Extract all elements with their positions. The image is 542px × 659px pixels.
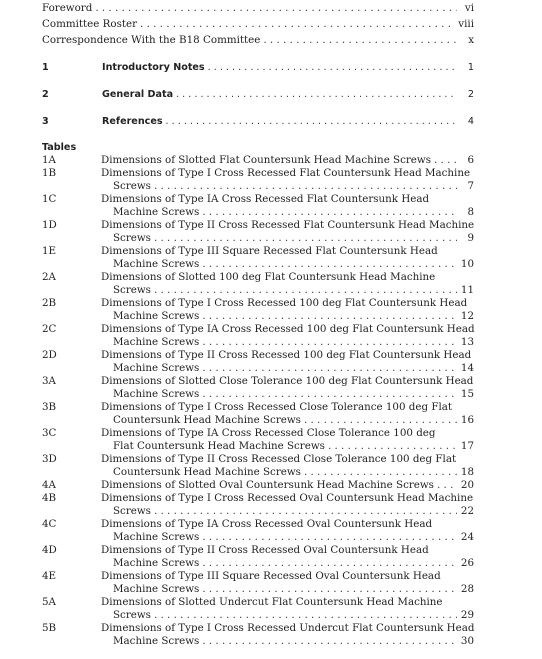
dot-leader [166, 115, 457, 128]
table-number: 1E [42, 245, 57, 257]
dot-leader [202, 583, 457, 596]
toc-page-number: vi [464, 2, 474, 14]
dot-leader [437, 479, 457, 492]
table-title-line2: Machine Screws [113, 583, 200, 595]
table-number: 1D [42, 219, 57, 231]
dot-leader [202, 336, 457, 349]
toc-page-number: 29 [460, 609, 474, 621]
dot-leader [208, 61, 457, 74]
toc-table-entry[interactable] [42, 167, 474, 193]
table-title-line1: Dimensions of Slotted Close Tolerance 100 deg Flat Countersunk Head [101, 375, 474, 387]
table-title-line1: Dimensions of Slotted 100 deg Flat Countersunk Head Machine [101, 271, 436, 283]
toc-entry-label: Correspondence With the B18 Committee [42, 34, 261, 46]
toc-table-entry[interactable] [42, 193, 474, 219]
dot-leader [328, 440, 457, 453]
dot-leader [202, 557, 457, 570]
chapter-number: 2 [42, 89, 49, 100]
toc-page-number: 7 [467, 180, 474, 192]
table-title-line1: Dimensions of Type III Square Recessed Flat Countersunk Head [101, 245, 438, 257]
toc-page-number: viii [458, 18, 474, 30]
toc-table-entry[interactable] [42, 492, 474, 518]
dot-leader [202, 310, 457, 323]
chapter-title: General Data [102, 89, 174, 100]
table-title-line1: Dimensions of Type I Cross Recessed Flat Countersunk Head Machine [101, 167, 471, 179]
table-number: 4C [42, 518, 57, 530]
table-title-line1: Dimensions of Type IA Cross Recessed 100 deg Flat Countersunk Head [101, 323, 475, 335]
toc-table-entry[interactable] [42, 219, 474, 245]
toc-table-entry[interactable] [42, 375, 474, 401]
table-number: 4B [42, 492, 57, 504]
table-title-line1: Dimensions of Type IA Cross Recessed Close Tolerance 100 deg [101, 427, 436, 439]
dot-leader [434, 154, 457, 167]
dot-leader [140, 18, 455, 31]
toc-entry-label: Committee Roster [42, 18, 138, 30]
table-number: 3C [42, 427, 57, 439]
toc-entry-committee-roster[interactable] [42, 18, 474, 31]
toc-table-entry[interactable] [42, 271, 474, 297]
toc-page-number: 12 [460, 310, 474, 322]
table-number: 3A [42, 375, 56, 387]
table-title-line1: Dimensions of Type II Cross Recessed Oval Countersunk Head [101, 544, 429, 556]
table-title-line1: Dimensions of Type III Square Recessed Oval Countersunk Head [101, 570, 441, 582]
table-title-line1: Dimensions of Type II Cross Recessed Close Tolerance 100 deg Flat [101, 453, 457, 465]
toc-page-number: 14 [460, 362, 474, 374]
toc-table-entry[interactable] [42, 570, 474, 596]
toc-table-entry[interactable] [42, 622, 474, 648]
table-number: 1A [42, 154, 56, 166]
toc-page-number: 8 [467, 206, 474, 218]
table-number: 4A [42, 479, 56, 491]
toc-table-entry[interactable] [42, 154, 474, 167]
tables-heading: Tables [42, 142, 77, 153]
toc-page-number: 17 [460, 440, 474, 452]
table-title-line2: Machine Screws [113, 557, 200, 569]
dot-leader [202, 258, 457, 271]
dot-leader [95, 2, 457, 15]
table-number: 3D [42, 453, 57, 465]
toc-chapter-2[interactable] [42, 88, 474, 101]
chapter-number: 3 [42, 116, 49, 127]
table-title-line1: Dimensions of Type IA Cross Recessed Flat Countersunk Head [101, 193, 430, 205]
table-title-line1: Dimensions of Slotted Undercut Flat Countersunk Head Machine [101, 596, 443, 608]
toc-entry-foreword[interactable] [42, 2, 474, 15]
toc-table-entry[interactable] [42, 544, 474, 570]
toc-page-number: 30 [460, 635, 474, 647]
table-title-line1: Dimensions of Slotted Flat Countersunk Head Machine Screws [101, 154, 431, 166]
table-title-line2: Screws [113, 609, 151, 621]
toc-page-number: 20 [460, 479, 474, 491]
dot-leader [202, 388, 457, 401]
table-number: 4D [42, 544, 57, 556]
table-number: 5A [42, 596, 56, 608]
table-title-line1: Dimensions of Type I Cross Recessed Oval Countersunk Head Machine [101, 492, 474, 504]
table-title-line1: Dimensions of Type I Cross Recessed Close Tolerance 100 deg Flat [101, 401, 453, 413]
toc-page-number: 11 [460, 284, 474, 296]
toc-table-entry[interactable] [42, 297, 474, 323]
dot-leader [176, 88, 457, 101]
toc-entry-label: Foreword [42, 2, 93, 14]
table-title-line2: Machine Screws [113, 206, 200, 218]
table-number: 1B [42, 167, 57, 179]
table-title-line2: Machine Screws [113, 531, 200, 543]
table-title-line1: Dimensions of Type II Cross Recessed Flat Countersunk Head Machine [101, 219, 475, 231]
toc-table-entry[interactable] [42, 453, 474, 479]
table-title-line2: Countersunk Head Machine Screws [113, 466, 301, 478]
table-number: 2B [42, 297, 57, 309]
toc-page-number: 4 [467, 116, 474, 127]
table-number: 2C [42, 323, 57, 335]
dot-leader [202, 635, 457, 648]
toc-page-number: 22 [460, 505, 474, 517]
dot-leader [202, 531, 457, 544]
toc-page-number: 15 [460, 388, 474, 400]
table-title-line2: Machine Screws [113, 336, 200, 348]
toc-chapter-1[interactable] [42, 61, 474, 74]
table-title-line1: Dimensions of Type I Cross Recessed Undercut Flat Countersunk Head [101, 622, 475, 634]
table-title-line1: Dimensions of Type IA Cross Recessed Oval Countersunk Head [101, 518, 433, 530]
table-title-line2: Machine Screws [113, 310, 200, 322]
toc-page-number: 26 [460, 557, 474, 569]
table-title-line1: Dimensions of Type II Cross Recessed 100 deg Flat Countersunk Head [101, 349, 472, 361]
dot-leader [202, 362, 457, 375]
table-title-line2: Screws [113, 232, 151, 244]
table-title-line2: Flat Countersunk Head Machine Screws [113, 440, 325, 452]
toc-page-number: 1 [467, 62, 474, 73]
dot-leader [202, 206, 457, 219]
toc-table-entry[interactable] [42, 596, 474, 622]
table-title-line2: Screws [113, 505, 151, 517]
table-title-line2: Screws [113, 180, 151, 192]
dot-leader [154, 284, 457, 297]
toc-table-entry[interactable] [42, 427, 474, 453]
toc-table-entry[interactable] [42, 518, 474, 544]
toc-page-number: 13 [460, 336, 474, 348]
toc-table-entry[interactable] [42, 323, 474, 349]
table-title-line2: Machine Screws [113, 258, 200, 270]
toc-table-entry[interactable] [42, 401, 474, 427]
toc-table-entry[interactable] [42, 479, 474, 492]
toc-table-entry[interactable] [42, 245, 474, 271]
toc-page-number: 6 [467, 154, 474, 166]
dot-leader [304, 414, 457, 427]
table-number: 2D [42, 349, 57, 361]
toc-chapter-3[interactable] [42, 115, 474, 128]
table-title-line1: Dimensions of Slotted Oval Countersunk Head Machine Screws [101, 479, 434, 491]
dot-leader [154, 609, 457, 622]
toc-page-number: 10 [460, 258, 474, 270]
table-number: 2A [42, 271, 56, 283]
toc-page-number: 9 [467, 232, 474, 244]
toc-page-number: 28 [460, 583, 474, 595]
dot-leader [304, 466, 457, 479]
dot-leader [154, 180, 457, 193]
dot-leader [154, 232, 457, 245]
table-number: 1C [42, 193, 57, 205]
table-title-line2: Countersunk Head Machine Screws [113, 414, 301, 426]
table-title-line2: Screws [113, 284, 151, 296]
toc-page-number: 16 [460, 414, 474, 426]
chapter-title: Introductory Notes [102, 62, 205, 73]
table-title-line2: Machine Screws [113, 388, 200, 400]
toc-table-entry[interactable] [42, 349, 474, 375]
toc-entry-correspondence[interactable] [42, 34, 474, 47]
table-title-line1: Dimensions of Type I Cross Recessed 100 deg Flat Countersunk Head [101, 297, 468, 309]
chapter-number: 1 [42, 62, 49, 73]
toc-page-number: 18 [460, 466, 474, 478]
dot-leader [263, 34, 457, 47]
toc-page-number: 2 [467, 89, 474, 100]
table-number: 5B [42, 622, 57, 634]
dot-leader [154, 505, 457, 518]
table-number: 3B [42, 401, 57, 413]
table-number: 4E [42, 570, 57, 582]
table-title-line2: Machine Screws [113, 362, 200, 374]
toc-page-number: x [468, 34, 474, 46]
table-title-line2: Machine Screws [113, 635, 200, 647]
chapter-title: References [102, 116, 163, 127]
toc-page-number: 24 [460, 531, 474, 543]
